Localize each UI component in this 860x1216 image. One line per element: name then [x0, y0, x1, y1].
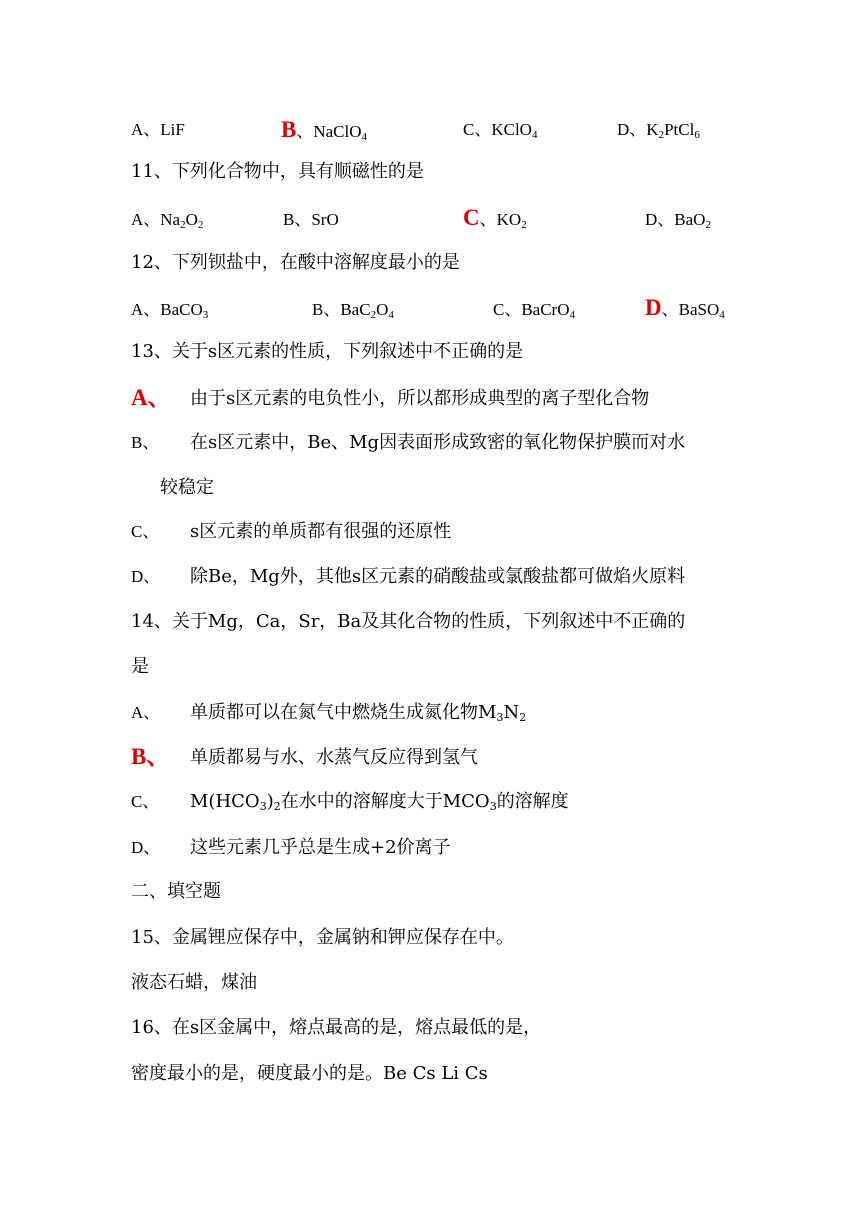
- q12-option-b: B、$BaC_2O_4$: [312, 300, 394, 321]
- q10-option-c: C、KClO$_4$: [463, 120, 538, 141]
- q12-option-a: A、BaCO$_3$: [131, 300, 209, 321]
- q14-stem: 14、关于Mg，Ca，Sr，Ba及其化合物的性质，下列叙述中不正确的: [131, 611, 686, 632]
- q12-stem: 12、下列钡盐中，在酸中溶解度最小的是: [131, 252, 460, 273]
- q13-option-c-label: C、: [131, 522, 160, 541]
- q11-option-a: A、$Na_2O_2$: [131, 210, 204, 231]
- q15-answer: 液态石蜡，煤油: [131, 972, 257, 993]
- q13-option-d-text: 除Be，Mg外，其他s区元素的硝酸盐或氯酸盐都可做焰火原料: [190, 566, 686, 587]
- q11-stem: 11、下列化合物中，具有顺磁性的是: [131, 161, 424, 182]
- answer-mark: D: [645, 295, 662, 320]
- q12-option-d: D、BaSO$_4$: [645, 295, 725, 321]
- q14-option-b-text: 单质都易与水、水蒸气反应得到氢气: [190, 747, 478, 768]
- q14-option-a-text: 单质都可以在氮气中燃烧生成氮化物$M_3N_2$: [190, 702, 527, 724]
- q15-question: 15、金属锂应保存中，金属钠和钾应保存在中。: [131, 927, 514, 948]
- q14-stem-cont: 是: [131, 656, 149, 677]
- q14-option-a-label: A、: [131, 703, 161, 722]
- q10-option-a: A、LiF: [131, 120, 185, 139]
- q14-option-b-label: B、: [131, 744, 170, 769]
- section-heading: 二、填空题: [131, 881, 221, 902]
- q16-question-cont: 密度最小的是，硬度最小的是。Be Cs Li Cs: [131, 1063, 488, 1084]
- q13-option-b-text: 在s区元素中，Be、Mg因表面形成致密的氧化物保护膜而对水: [190, 432, 686, 453]
- q11-option-c: C、$KO_2$: [463, 205, 527, 231]
- q13-option-d-label: D、: [131, 567, 161, 586]
- q13-option-b-text-cont: 较稳定: [160, 477, 214, 498]
- answer-mark: C: [463, 205, 480, 230]
- q13-option-a-text: 由于s区元素的电负性小，所以都形成典型的离子型化合物: [190, 388, 650, 409]
- q14-option-c-text: $M(HCO_3)_2$在水中的溶解度大于$MCO_3$的溶解度: [190, 791, 569, 813]
- answer-mark: B: [281, 117, 297, 142]
- q11-option-b: B、SrO: [283, 210, 339, 229]
- q13-option-a-label: A、: [131, 385, 171, 410]
- q13-option-c-text: s区元素的单质都有很强的还原性: [190, 521, 452, 542]
- q10-option-d: D、$K_2PtCl_6$: [617, 120, 700, 141]
- q14-option-d-text: 这些元素几乎总是生成+2价离子: [190, 837, 451, 858]
- q13-stem: 13、关于s区元素的性质，下列叙述中不正确的是: [131, 341, 524, 362]
- q11-option-d: D、BaO$_2$: [645, 210, 711, 231]
- q10-option-b: B、NaClO$_4$: [281, 117, 368, 143]
- q14-option-d-label: D、: [131, 838, 161, 857]
- q13-option-b-label: B、: [131, 433, 160, 452]
- q12-option-c: C、BaCrO$_4$: [493, 300, 575, 321]
- q16-question: 16、在s区金属中，熔点最高的是，熔点最低的是，: [131, 1017, 542, 1038]
- q14-option-c-label: C、: [131, 792, 160, 811]
